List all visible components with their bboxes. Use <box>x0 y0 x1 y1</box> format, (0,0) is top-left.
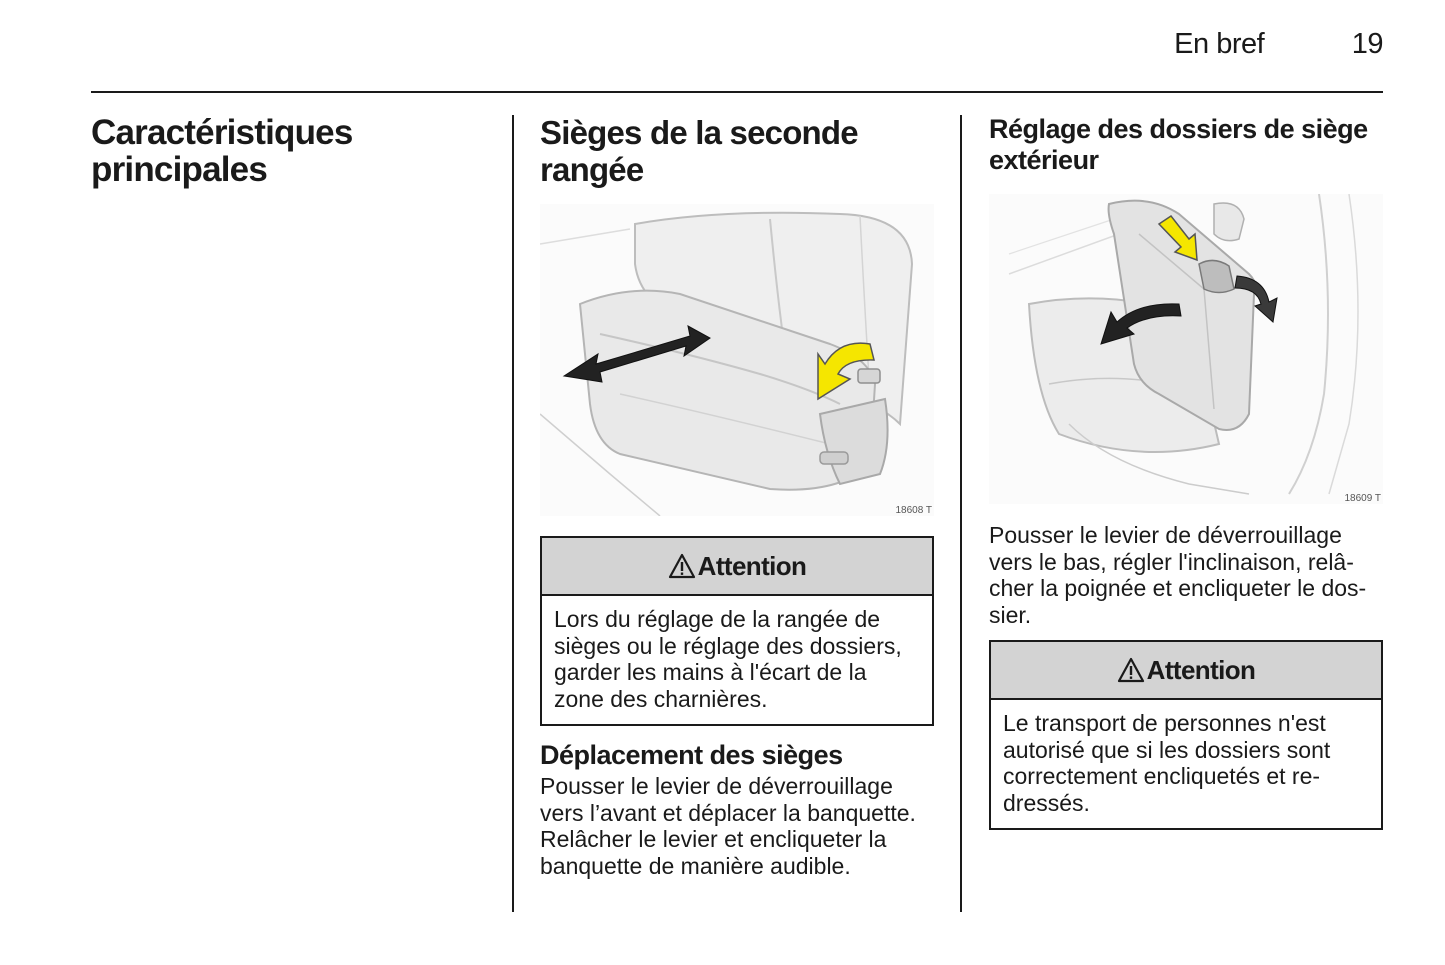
backrest-instructions: Pousser le levier de déverrouillage vers le bas, régler l'inclinaison, relâ-cher la poignée et encliqueter le dos-sier. <box>989 522 1367 628</box>
backrest-illustration <box>989 194 1383 504</box>
column-divider-2 <box>960 115 962 912</box>
seat-move-instructions: Pousser le levier de déverrouillage vers l’avant et déplacer la banquette. Relâcher le levier et encliqueter la banquette de manière audible. <box>540 773 916 879</box>
warning-triangle-icon <box>1117 657 1145 683</box>
page-number: 19 <box>1351 28 1383 60</box>
chapter-title: Caractéristiques principales <box>91 113 353 189</box>
column-1 <box>91 114 491 188</box>
warning-label: Attention <box>1146 654 1256 685</box>
warning-box-backrest <box>989 640 1383 830</box>
bench-seat-figure <box>540 204 934 516</box>
column-3 <box>989 114 1383 830</box>
backrest-figure <box>989 194 1383 504</box>
section-heading-second-row: Sièges de la seconde rangée <box>540 114 858 188</box>
section-heading-backrest: Réglage des dossiers de siège extérieur <box>989 114 1368 175</box>
column-divider-1 <box>512 115 514 912</box>
section-title: En bref <box>1174 28 1265 60</box>
subsection-heading-seat-move: Déplacement des sièges <box>540 740 843 770</box>
figure-id: 18609 T <box>1344 493 1381 504</box>
page-header <box>1174 28 1383 61</box>
warning-header <box>991 642 1381 700</box>
header-rule <box>91 91 1383 93</box>
warning-text: Lors du réglage de la rangée de sièges ou le réglage des dossiers, garder les mains à l'écart de la zone des charnières. <box>554 606 902 712</box>
figure-id: 18608 T <box>895 505 932 516</box>
warning-header <box>542 538 932 596</box>
warning-label: Attention <box>697 550 807 581</box>
column-2 <box>540 114 934 879</box>
warning-triangle-icon <box>668 553 696 579</box>
warning-box-seat-row <box>540 536 934 726</box>
warning-text: Le transport de personnes n'est autorisé que si les dossiers sont correctement encliquetés et re-dressés. <box>1003 710 1331 816</box>
seat-slide-illustration <box>540 204 934 516</box>
